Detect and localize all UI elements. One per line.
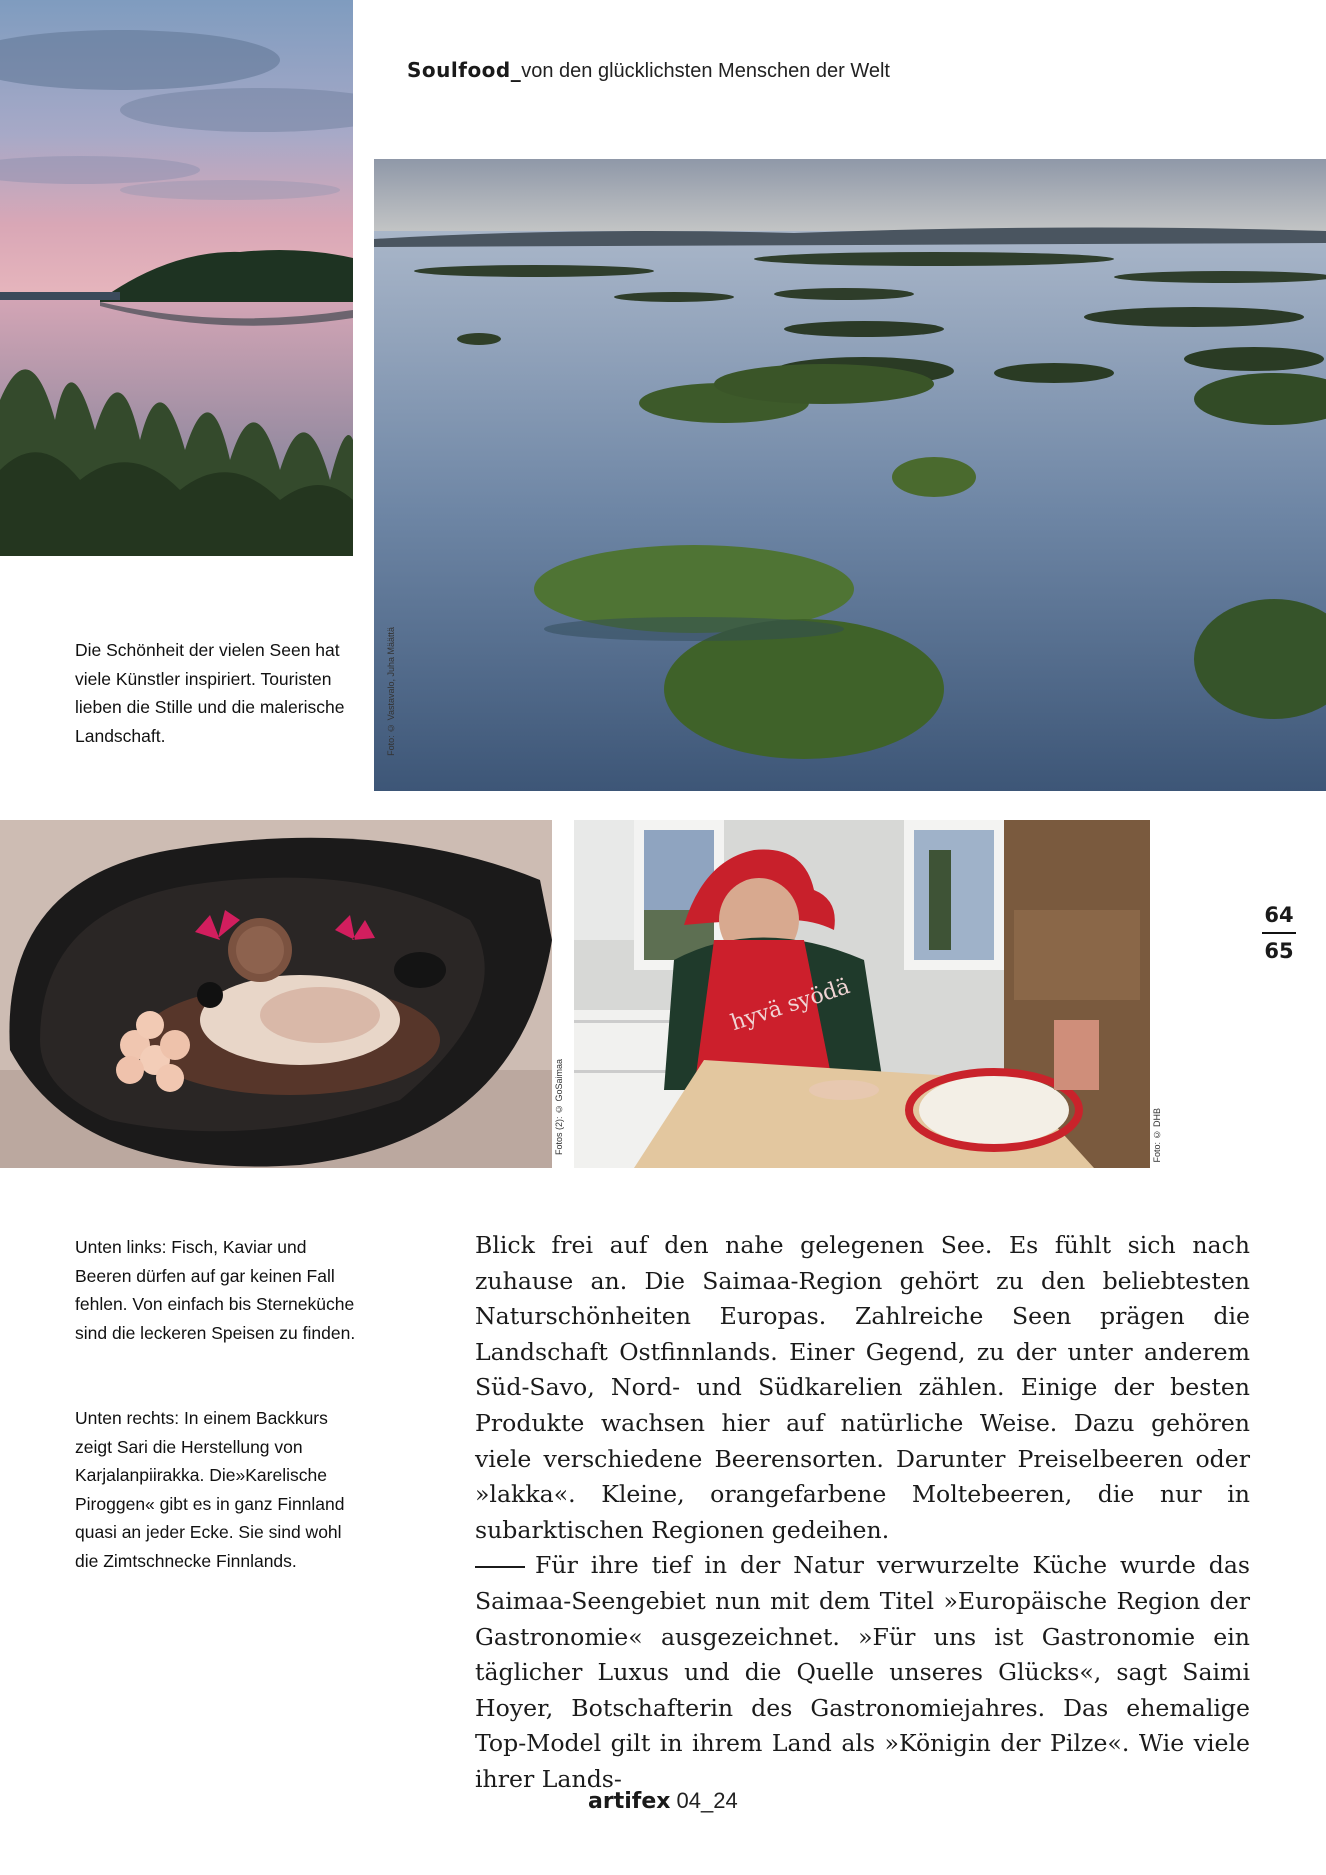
caption-food (75, 1233, 365, 1347)
issue-number: 04_24 (670, 1788, 738, 1813)
section-title: Soulfood_ (407, 58, 522, 82)
running-header (407, 58, 890, 83)
caption-food-text: Unten links: Fisch, Kaviar und Beeren dürfen auf gar keinen Fall fehlen. Von einfach bis Sterneküche sind die leckeren Speisen zu finden. (75, 1237, 356, 1343)
page-number-divider (1262, 932, 1296, 934)
caption-baker (75, 1404, 365, 1575)
page-footer (588, 1788, 738, 1814)
photo-sunset-lake (0, 0, 353, 556)
photo-lake-islands (374, 159, 1326, 791)
caption-lakes-text: Die Schönheit der vielen Seen hat viele Künstler inspiriert. Touristen lieben die Stille und die malerische Landschaft. (75, 640, 345, 746)
page-number-left: 64 (1264, 903, 1294, 927)
photo-credit-lakes: Foto: © Vastavalo, Juha Määttä (386, 627, 396, 756)
page-number-right: 65 (1264, 939, 1294, 963)
photo-food-dish (0, 820, 552, 1168)
body-paragraph-2-text: Für ihre tief in der Natur verwurzelte Küche wurde das Saimaa-Seengebiet nun mit dem Titel »Europäische Region der Gastronomie« ausgezeichnet. »Für uns ist Gastronomie ein täglicher Luxus und die Quelle unseres Glücks«, sagt Saimi Hoyer, Botschafterin des Gastronomiejahres. Das ehemalige Top-Model gilt in ihrem Land als »Königin der Pilze«. Wie viele ihrer Lands- (475, 1551, 1250, 1793)
photo-credit-food: Fotos (2): © GoSaimaa (554, 1059, 564, 1156)
page-numbers (1262, 902, 1296, 964)
paragraph-dash (475, 1566, 525, 1568)
body-paragraph-2 (475, 1548, 1250, 1797)
photo-credit-baker: Foto: © DHB (1152, 1108, 1162, 1163)
body-paragraph-1: Blick frei auf den nahe gelegenen See. Es fühlt sich nach zuhause an. Die Saimaa-Region gehört zu den beliebtesten Naturschönheiten Europas. Zahlreiche Seen prägen die Landschaft Ostfinnlands. Einer Gegend, zu der unter anderem Süd-Savo, Nord- und Südkarelien zählen. Einige der besten Produkte wachsen hier auf natürliche Weise. Dazu gehören viele verschiedene Beerensorten. Darunter Preiselbeeren oder »lakka«. Kleine, orangefarbene Moltebeeren, die nur in subarktischen Regionen gedeihen. (475, 1231, 1250, 1544)
article-body (475, 1228, 1250, 1798)
section-subtitle: von den glücklichsten Menschen der Welt (521, 60, 890, 82)
photo-baking-class (574, 820, 1150, 1168)
magazine-name: artifex (588, 1789, 671, 1814)
caption-baker-text: Unten rechts: In einem Backkurs zeigt Sari die Herstellung von Karjalanpiirakka. Die»Karelische Piroggen« gibt es in ganz Finnland quasi an jeder Ecke. Sie sind wohl die Zimtschnecke Finnlands. (75, 1408, 345, 1571)
caption-lakes (75, 636, 365, 750)
apron-logo-text: hyvä syödä (727, 974, 853, 1037)
